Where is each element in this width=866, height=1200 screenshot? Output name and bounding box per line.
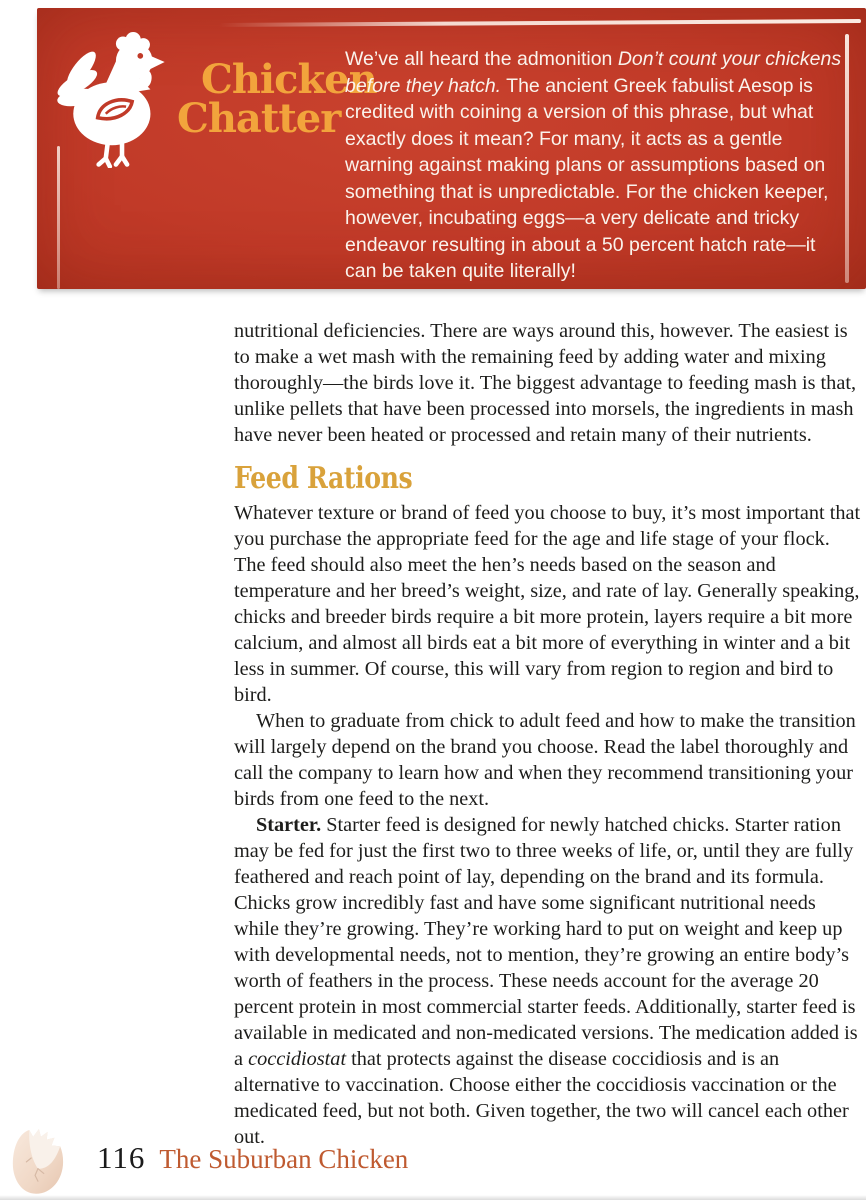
banner-text-rest: The ancient Greek fabulist Aesop is credited with coining a version of this phrase, but what exactly does it mean? For many, it acts as a gentle warning against making plans or assumptions based on something that is unpredictable. For the chicken keeper, however, incubating eggs—a very delicate and tricky endeavor resulting in about a 50 percent hatch rate—it can be taken quite literally! [345, 74, 829, 282]
paragraph-starter [234, 812, 862, 1150]
brush-stroke-right [845, 34, 849, 283]
brush-stroke-top [219, 19, 861, 27]
chicken-chatter-banner [37, 8, 866, 289]
starter-text-a: Starter feed is designed for newly hatched chicks. Starter ration may be fed for just the first two to three weeks of life, or, until they are fully feathered and reach point of lay, depending on the brand and its formula. Chicks grow incredibly fast and have some significant nutritional needs while they’re growing. They’re working hard to put on weight and keep up with developmental needs, not to mention, they’re growing an entire body’s worth of feathers in the process. These needs account for the average 20 percent protein in most commercial starter feeds. Additionally, starter feed is available in medicated and non-medicated versions. The medication added is a [234, 814, 858, 1070]
chicken-icon [55, 30, 187, 168]
paragraph-continuation: nutritional deficiencies. There are ways around this, however. The easiest is to make a wet mash with the remaining feed by adding water and mixing thoroughly—the birds love it. The biggest advantage to feeding mash is that, unlike pellets that have been processed into morsels, the ingredients in mash have never been heated or processed and retain many of their nutrients. [234, 320, 857, 446]
banner-text-italic: Don’t count your chickens before they hatch. [345, 48, 842, 97]
page-edge-shadow [0, 1195, 866, 1200]
starter-lead-bold: Starter. [256, 814, 322, 836]
eggshell-icon [8, 1118, 66, 1198]
page-footer [97, 1140, 408, 1176]
page-number: 116 [97, 1140, 146, 1175]
starter-text-b: that protects against the disease coccidiosis and is an alternative to vaccination. Choose either the coccidiosis vaccination or the medicated feed, but not both. Given together, the two will cancel each other out. [234, 1048, 849, 1148]
banner-title-line2: Chatter [177, 95, 341, 142]
banner-text-intro: We’ve all heard the admonition [345, 48, 618, 70]
starter-italic-word: coccidiostat [248, 1048, 347, 1070]
section-heading-feed-rations: Feed Rations [234, 461, 413, 496]
paragraph-transition: When to graduate from chick to adult feed and how to make the transition will largely depend on the brand you choose. Read the label thoroughly and call the company to learn how and when they recommend transitioning your birds from one feed to the next. [234, 710, 856, 810]
paragraph-feed-rations: Whatever texture or brand of feed you choose to buy, it’s most important that you purchase the appropriate feed for the age and life stage of your flock. The feed should also meet the hen’s needs based on the season and temperature and her breed’s weight, size, and rate of lay. Generally speaking, chicks and breeder birds require a bit more protein, layers require a bit more calcium, and almost all birds eat a bit more of everything in winter and a bit less in summer. Of course, this will vary from region to region and bird to bird. [234, 502, 861, 706]
banner-text [345, 46, 843, 285]
book-title: The Suburban Chicken [159, 1144, 409, 1174]
body-text-block [234, 318, 862, 1150]
banner-title-line1: Chicken [201, 56, 377, 103]
